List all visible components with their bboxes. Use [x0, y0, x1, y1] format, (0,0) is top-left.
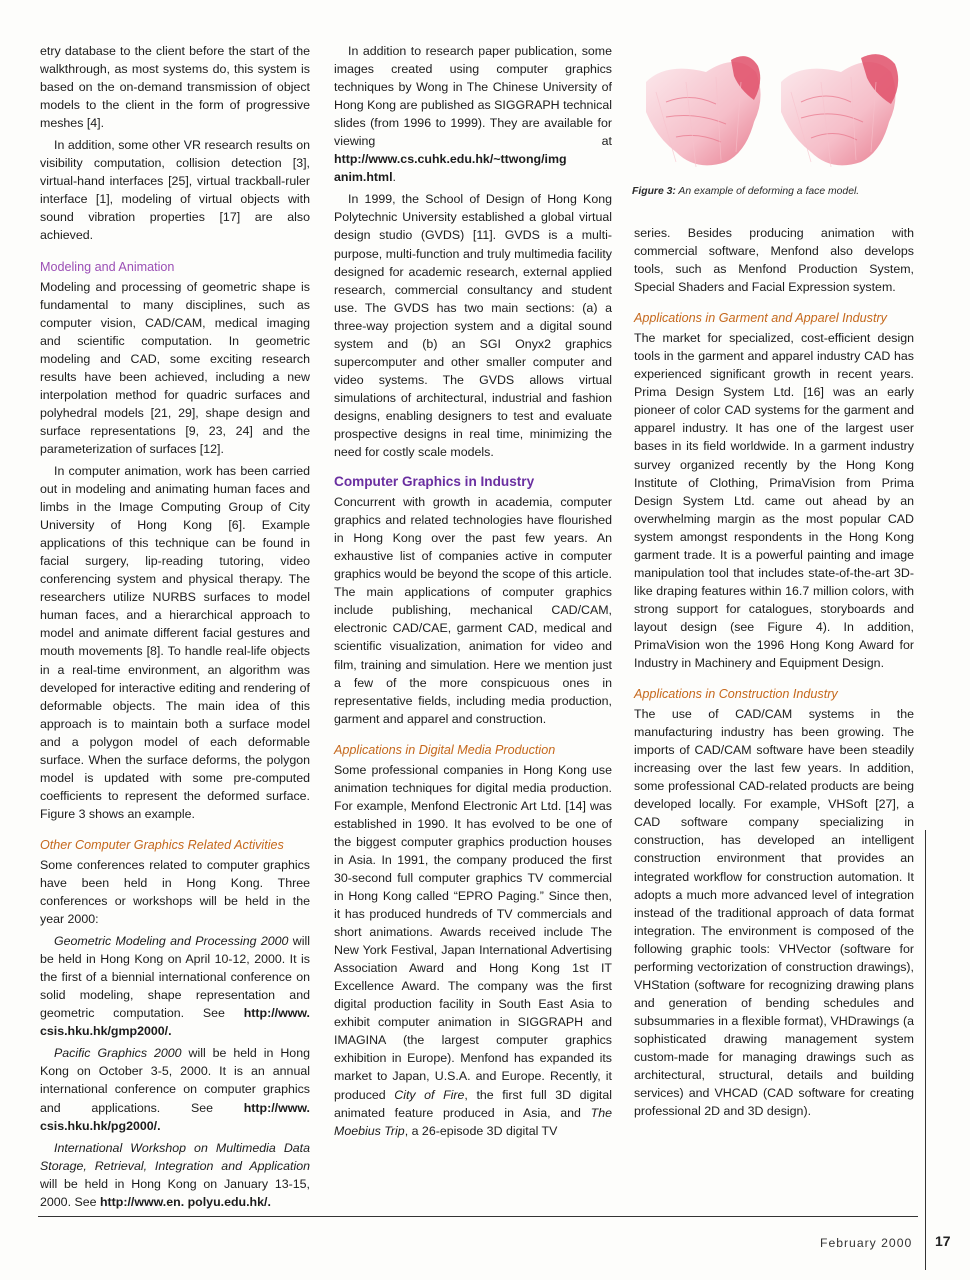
- paragraph: In addition, some other VR research results on visibility computation, collision detection [3], virtual-hand interfaces [25], virtual trackball-ruler interface [1], modeling of virtual objects with sound vibration properties [17] are also achieved.: [40, 138, 310, 243]
- paragraph: International Workshop on Multimedia Data Storage, Retrieval, Integration and Application will be held in Hong Kong on January 13-15, 2000. See http://www.en. polyu.edu.hk/.: [40, 1140, 310, 1209]
- deformed-face-model-image: [636, 42, 912, 182]
- face-mesh-right: [781, 54, 898, 167]
- paragraph: Some professional companies in Hong Kong use animation techniques for digital media production. For example, Menfond Electronic Art Ltd. [14] was established in 1990. It has evolved to be one of the biggest computer graphics production houses in Asia. In 1991, the company produced the first 30-second full computer graphics TV commercial in Hong Kong called “EPRO Paging.” Since then, it has produced hundreds of TV commercials and short animations. Awards received include The New York Festival, Japan International Advertising Association Award and Hong Kong 1st IT Excellence Award. The company was the first digital production facility in South East Asia to exhibit computer animation in SIGGRAPH and IMAGINA (the largest computer graphics exhibition in Europe). Menfond has expanded its market to Japan, U.S.A. and Europe. Recently, it produced City of Fire, the first full 3D digital animated feature produced in Asia, and The Moebius Trip, a 26-episode 3D digital TV: [334, 762, 612, 1138]
- series-title: The Moebius Trip: [334, 1105, 612, 1138]
- subheading-garment: Applications in Garment and Apparel Industry: [634, 311, 887, 326]
- subheading-construction: Applications in Construction Industry: [634, 687, 838, 702]
- subheading-other-activities: Other Computer Graphics Related Activities: [40, 837, 284, 852]
- footer-rule: [38, 1216, 918, 1217]
- figure-3: [632, 40, 917, 215]
- section-heading-industry: Computer Graphics in Industry: [334, 474, 535, 490]
- paragraph: In computer animation, work has been carried out in modeling and animating human faces and limbs in the Image Computing Group of City University of Hong Kong [6]. Example applications of this technique can be found in facial surgery, lip-reading tutoring, video conferencing system and physical therapy. The researchers utilize NURBS surfaces to model human faces, and a hierarchical approach to model and animate different facial gestures and mouth movements [8]. To handle real-life objects in a real-time environment, an algorithm was developed for interactive editing and rendering of deformable objects. The main idea of this approach is to maintain both a surface model and a polygon model of each deformable surface. When the surface deforms, the polygon model is updated with some pre-computed coefficients to represent the deformed surface. Figure 3 shows an example.: [40, 463, 310, 821]
- paragraph: Modeling and processing of geometric shape is fundamental to many disciplines, such as computer vision, CAD/CAM, medical imaging and scientific computation. In geometric modeling and CAD, some exciting research results have been achieved, including a new interpolation method for quadric surfaces and polyhedral models [21, 29], shape design and surface representations [9, 23, 24] and the parameterization of surfaces [12].: [40, 279, 310, 456]
- film-title: City of Fire: [394, 1087, 465, 1102]
- paragraph: Geometric Modeling and Processing 2000 will be held in Hong Kong on April 10-12, 2000. It is the first of a biennial international conference on solid modeling, shape representation and geometric computation. See http://www. csis.hku.hk/gmp2000/.: [40, 934, 310, 1039]
- paragraph: In 1999, the School of Design of Hong Kong Polytechnic University established a global virtual design studio (GVDS) [11]. GVDS is a multi-purpose, multi-function and truly multimedia facility designed for academic research, external applied research, commercial consultancy and student use. The GVDS has two main sections: (a) a three-way projection system and a digital sound system and (b) an SGI Onyx2 graphics supercomputer and other smaller computer and video systems. The GVDS allows virtual simulations of architectural, industrial and fashion designs, enabling designers to test and evaluate prospective designs in real time, minimizing the need for costly scale models.: [334, 192, 612, 460]
- paragraph: Some conferences related to computer graphics have been held in Hong Kong. Three conferences or workshops will be held in the year 2000:: [40, 857, 310, 927]
- workshop-title: International Workshop on Multimedia Data Storage, Retrieval, Integration and Application: [40, 1140, 310, 1173]
- workshop-link[interactable]: http://www.en. polyu.edu.hk/.: [99, 1194, 271, 1209]
- page-number: 17: [935, 1233, 951, 1249]
- paragraph: series. Besides producing animation with commercial software, Menfond also develops tools, such as Menfond Production System, Special Shaders and Facial Expression system.: [634, 226, 914, 295]
- subheading-modeling-animation: Modeling and Animation: [40, 259, 175, 274]
- paragraph: In addition to research paper publication, some images created using computer graphics techniques by Wong in The Chinese University of Hong Kong are published as SIGGRAPH technical slides (from 1996 to 1999). They are available for viewing at http://www.cs.cuhk.edu.hk/~ttwong/img anim.html.: [334, 44, 612, 185]
- paragraph: etry database to the client before the start of the walkthrough, as most systems do, this system is based on the on-demand transmission of object models to the client in the form of progressive meshes [4].: [40, 44, 310, 131]
- paragraph: The use of CAD/CAM systems in the manufacturing industry has been growing. The imports of CAD/CAM software have been steadily increasing over the last few years. In addition, some professional CAD-related products are being developed locally. For example, VHSoft [27], a CAD software company specializing in construction, has developed an intelligent construction environment that provides an integrated workflow for construction automation. It adopts a much more advanced level of integration instead of the traditional approach of data format integration. The environment is composed of the following graphic tools: VHVector (software for performing vectorization of construction drawings), VHStation (software for recognizing drawing plans and generation of bending schedules and subsummaries in a flexible format), VHDrawings (a sophisticated drawing management system custom-made for managing drawings such as architectural, structural, details and building services) and VHCAD (CAD software for creating professional 2D and 3D design).: [634, 707, 914, 1119]
- subheading-digital-media: Applications in Digital Media Production: [334, 742, 556, 757]
- figure-label: Figure 3:: [632, 186, 676, 197]
- conference-link[interactable]: http://www. csis.hku.hk/pg2000/.: [40, 1100, 310, 1133]
- footer-date: February 2000: [820, 1236, 913, 1250]
- column-1: [40, 42, 310, 1215]
- conference-link[interactable]: http://www. csis.hku.hk/gmp2000/.: [40, 1006, 310, 1039]
- conference-title: Geometric Modeling and Processing 2000: [54, 934, 289, 949]
- column-3: [634, 224, 914, 1124]
- slides-link[interactable]: http://www.cs.cuhk.edu.hk/~ttwong/img anim.html: [334, 152, 567, 185]
- conference-title: Pacific Graphics 2000: [54, 1046, 182, 1061]
- figure-caption: Figure 3: An example of deforming a face model.: [632, 186, 860, 197]
- margin-rule: [925, 830, 926, 1270]
- paragraph: The market for specialized, cost-efficient design tools in the garment and apparel industry CAD has experienced significant growth in recent years. Prima Design System Ltd. [16] was an early pioneer of color CAD systems for the garment and apparel industry. It has one of the largest user bases in its field worldwide. In a garment industry survey organized recently by the Hong Kong Institute of Clothing, PrimaVision from Prima Design System Ltd. came out ahead by an overwhelming margin as the most popular CAD system amongst respondents in the Hong Kong garment trade. It is a powerful painting and image manipulation tool that includes state-of-the-art 3D-like draping features within 16.7 million colors, with strong support for catalogues, storyboards and layout design (see Figure 4). In addition, PrimaVision won the 1996 Hong Kong Award for Industry in Machinery and Equipment Design.: [634, 331, 914, 671]
- paragraph: Pacific Graphics 2000 will be held in Hong Kong on October 3-5, 2000. It is an annual international conference on computer graphics and applications. See http://www. csis.hku.hk/pg2000/.: [40, 1046, 310, 1133]
- face-mesh-left: [646, 56, 761, 167]
- paragraph: Concurrent with growth in academia, computer graphics and related technologies have flourished in Hong Kong over the past few years. An exhaustive list of companies active in computer graphics would be beyond the scope of this article. The main applications of computer graphics include publishing, mechanical CAD/CAM, electronic CAD/CAE, garment CAD, medical and scientific visualization, animation for video and film, training and simulation. Here we mention just a few of the more conspicuous ones in representative fields, including media production, garment and apparel and construction.: [334, 495, 612, 726]
- column-2: [334, 42, 612, 1144]
